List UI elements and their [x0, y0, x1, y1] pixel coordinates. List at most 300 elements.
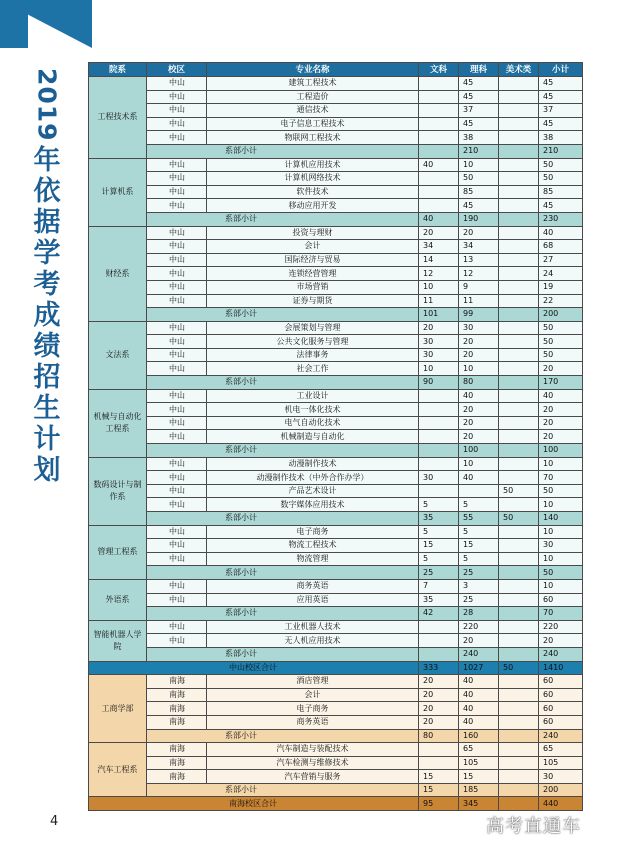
- liberal-arts-cell: [419, 90, 459, 104]
- liberal-arts-cell: 40: [419, 158, 459, 172]
- major-cell: 汽车检测与维修技术: [207, 756, 419, 770]
- science-cell: 38: [459, 131, 499, 145]
- title-char: 成: [33, 299, 61, 331]
- department-subtotal-row: [89, 444, 583, 458]
- department-cell: 管理工程系: [89, 525, 147, 579]
- science-cell: 20: [459, 430, 499, 444]
- department-subtotal-row: [89, 512, 583, 526]
- subtotal-label: 系部小计: [147, 783, 419, 797]
- title-char: 生: [33, 392, 61, 424]
- fine-arts-cell: [499, 172, 539, 186]
- campus-cell: 中山: [147, 634, 207, 648]
- department-subtotal-row: [89, 566, 583, 580]
- fine-arts-cell: [499, 294, 539, 308]
- major-cell: 动漫制作技术: [207, 457, 419, 471]
- liberal-arts-cell: 20: [419, 321, 459, 335]
- major-cell: 会计: [207, 240, 419, 254]
- subtotal-cell: 10: [539, 457, 583, 471]
- table-row: [89, 321, 583, 335]
- major-cell: 电子信息工程技术: [207, 117, 419, 131]
- campus-cell: 南海: [147, 702, 207, 716]
- campus-cell: 中山: [147, 416, 207, 430]
- table-row: [89, 484, 583, 498]
- campus-cell: 中山: [147, 185, 207, 199]
- science-cell: 13: [459, 253, 499, 267]
- title-char: 考: [33, 268, 61, 300]
- subtotal-cell: 70: [539, 471, 583, 485]
- subtotal-cell: 45: [539, 117, 583, 131]
- table-row: [89, 539, 583, 553]
- major-cell: 数字媒体应用技术: [207, 498, 419, 512]
- subtotal-fine-arts: [499, 444, 539, 458]
- major-cell: 通信技术: [207, 104, 419, 118]
- liberal-arts-cell: [419, 403, 459, 417]
- table-row: [89, 280, 583, 294]
- table-row: [89, 253, 583, 267]
- subtotal-cell: 50: [539, 172, 583, 186]
- major-cell: 工业机器人技术: [207, 620, 419, 634]
- subtotal-cell: 220: [539, 620, 583, 634]
- liberal-arts-cell: 30: [419, 348, 459, 362]
- subtotal-fine-arts: [499, 144, 539, 158]
- subtotal-cell: 20: [539, 416, 583, 430]
- campus-cell: 中山: [147, 172, 207, 186]
- fine-arts-cell: [499, 457, 539, 471]
- table-body: [89, 77, 583, 811]
- header-campus: 校区: [147, 63, 207, 77]
- subtotal-fine-arts: [499, 729, 539, 743]
- subtotal-label: 系部小计: [147, 647, 419, 661]
- table-row: [89, 675, 583, 689]
- subtotal-cell: 50: [539, 484, 583, 498]
- department-cell: 汽车工程系: [89, 743, 147, 797]
- major-cell: 无人机应用技术: [207, 634, 419, 648]
- subtotal-liberal-arts: 101: [419, 308, 459, 322]
- table-row: [89, 362, 583, 376]
- subtotal-total: 200: [539, 308, 583, 322]
- department-cell: 工商学部: [89, 675, 147, 743]
- major-cell: 产品艺术设计: [207, 484, 419, 498]
- title-char: 年: [33, 144, 61, 176]
- fine-arts-cell: [499, 593, 539, 607]
- table-row: [89, 471, 583, 485]
- campus-cell: 中山: [147, 552, 207, 566]
- table-row: [89, 226, 583, 240]
- campus-cell: 中山: [147, 240, 207, 254]
- subtotal-total: 240: [539, 729, 583, 743]
- science-cell: 34: [459, 240, 499, 254]
- liberal-arts-cell: 35: [419, 593, 459, 607]
- campus-cell: 中山: [147, 579, 207, 593]
- table-row: [89, 90, 583, 104]
- subtotal-cell: 45: [539, 199, 583, 213]
- fine-arts-cell: [499, 579, 539, 593]
- liberal-arts-cell: 30: [419, 471, 459, 485]
- subtotal-science: 99: [459, 308, 499, 322]
- science-cell: 45: [459, 199, 499, 213]
- campus-cell: 中山: [147, 457, 207, 471]
- fine-arts-cell: [499, 90, 539, 104]
- subtotal-cell: 65: [539, 743, 583, 757]
- campus-cell: 中山: [147, 280, 207, 294]
- department-cell: 计算机系: [89, 158, 147, 226]
- major-cell: 工程造价: [207, 90, 419, 104]
- liberal-arts-cell: [419, 131, 459, 145]
- header-subtotal: 小计: [539, 63, 583, 77]
- header-fine-arts: 美术类: [499, 63, 539, 77]
- table-row: [89, 117, 583, 131]
- science-cell: 20: [459, 403, 499, 417]
- science-cell: 20: [459, 348, 499, 362]
- campus-cell: 中山: [147, 104, 207, 118]
- enrollment-plan-table: [88, 62, 583, 811]
- fine-arts-cell: 50: [499, 484, 539, 498]
- fine-arts-cell: [499, 430, 539, 444]
- enrollment-plan-table-wrapper: [88, 62, 582, 811]
- subtotal-science: 55: [459, 512, 499, 526]
- subtotal-total: 70: [539, 607, 583, 621]
- total-fine-arts: 50: [499, 661, 539, 675]
- table-row: [89, 593, 583, 607]
- total-liberal-arts: 95: [419, 797, 459, 811]
- science-cell: 65: [459, 743, 499, 757]
- fine-arts-cell: [499, 620, 539, 634]
- subtotal-cell: 50: [539, 321, 583, 335]
- fine-arts-cell: [499, 267, 539, 281]
- department-subtotal-row: [89, 607, 583, 621]
- campus-cell: 中山: [147, 321, 207, 335]
- fine-arts-cell: [499, 240, 539, 254]
- liberal-arts-cell: 12: [419, 267, 459, 281]
- science-cell: 5: [459, 525, 499, 539]
- total-sum: 440: [539, 797, 583, 811]
- science-cell: 45: [459, 77, 499, 91]
- campus-total-label: 南海校区合计: [89, 797, 419, 811]
- title-char: 划: [33, 454, 61, 486]
- liberal-arts-cell: 15: [419, 539, 459, 553]
- liberal-arts-cell: [419, 457, 459, 471]
- liberal-arts-cell: [419, 743, 459, 757]
- liberal-arts-cell: 5: [419, 525, 459, 539]
- table-row: [89, 104, 583, 118]
- subtotal-liberal-arts: 35: [419, 512, 459, 526]
- subtotal-label: 系部小计: [147, 512, 419, 526]
- total-science: 1027: [459, 661, 499, 675]
- liberal-arts-cell: 20: [419, 715, 459, 729]
- campus-cell: 中山: [147, 525, 207, 539]
- subtotal-total: 100: [539, 444, 583, 458]
- liberal-arts-cell: [419, 172, 459, 186]
- liberal-arts-cell: 5: [419, 552, 459, 566]
- subtotal-cell: 60: [539, 675, 583, 689]
- subtotal-cell: 50: [539, 348, 583, 362]
- fine-arts-cell: [499, 634, 539, 648]
- liberal-arts-cell: [419, 634, 459, 648]
- subtotal-cell: 10: [539, 579, 583, 593]
- science-cell: 25: [459, 593, 499, 607]
- campus-cell: 南海: [147, 675, 207, 689]
- table-row: [89, 620, 583, 634]
- table-row: [89, 525, 583, 539]
- major-cell: 公共文化服务与管理: [207, 335, 419, 349]
- science-cell: 15: [459, 539, 499, 553]
- fine-arts-cell: [499, 199, 539, 213]
- table-row: [89, 199, 583, 213]
- campus-cell: 中山: [147, 335, 207, 349]
- subtotal-cell: 40: [539, 226, 583, 240]
- campus-cell: 中山: [147, 253, 207, 267]
- campus-cell: 中山: [147, 389, 207, 403]
- table-row: [89, 185, 583, 199]
- liberal-arts-cell: 5: [419, 498, 459, 512]
- subtotal-label: 系部小计: [147, 212, 419, 226]
- campus-cell: 中山: [147, 471, 207, 485]
- fine-arts-cell: [499, 688, 539, 702]
- table-row: [89, 579, 583, 593]
- table-row: [89, 403, 583, 417]
- liberal-arts-cell: 20: [419, 688, 459, 702]
- liberal-arts-cell: 11: [419, 294, 459, 308]
- campus-cell: 中山: [147, 77, 207, 91]
- subtotal-liberal-arts: 25: [419, 566, 459, 580]
- science-cell: 10: [459, 362, 499, 376]
- liberal-arts-cell: [419, 756, 459, 770]
- science-cell: 15: [459, 770, 499, 784]
- science-cell: 220: [459, 620, 499, 634]
- major-cell: 商务英语: [207, 579, 419, 593]
- science-cell: 20: [459, 335, 499, 349]
- subtotal-liberal-arts: [419, 444, 459, 458]
- title-char: 招: [33, 361, 61, 393]
- subtotal-label: 系部小计: [147, 444, 419, 458]
- major-cell: 物流工程技术: [207, 539, 419, 553]
- total-sum: 1410: [539, 661, 583, 675]
- fine-arts-cell: [499, 362, 539, 376]
- subtotal-cell: 50: [539, 158, 583, 172]
- fine-arts-cell: [499, 756, 539, 770]
- fine-arts-cell: [499, 770, 539, 784]
- major-cell: 连锁经营管理: [207, 267, 419, 281]
- table-row: [89, 335, 583, 349]
- major-cell: 证券与期货: [207, 294, 419, 308]
- nanhai-campus-total-row: [89, 797, 583, 811]
- fine-arts-cell: [499, 158, 539, 172]
- subtotal-label: 系部小计: [147, 144, 419, 158]
- table-row: [89, 457, 583, 471]
- liberal-arts-cell: [419, 199, 459, 213]
- science-cell: 45: [459, 90, 499, 104]
- liberal-arts-cell: [419, 430, 459, 444]
- fine-arts-cell: [499, 552, 539, 566]
- campus-total-label: 中山校区合计: [89, 661, 419, 675]
- science-cell: 10: [459, 457, 499, 471]
- total-fine-arts: [499, 797, 539, 811]
- science-cell: 20: [459, 226, 499, 240]
- major-cell: 计算机应用技术: [207, 158, 419, 172]
- subtotal-fine-arts: [499, 647, 539, 661]
- science-cell: 20: [459, 416, 499, 430]
- total-liberal-arts: 333: [419, 661, 459, 675]
- table-row: [89, 770, 583, 784]
- major-cell: 移动应用开发: [207, 199, 419, 213]
- campus-cell: 中山: [147, 403, 207, 417]
- major-cell: 酒店管理: [207, 675, 419, 689]
- liberal-arts-cell: 30: [419, 335, 459, 349]
- major-cell: 法律事务: [207, 348, 419, 362]
- table-header-row: [89, 63, 583, 77]
- department-cell: 文法系: [89, 321, 147, 389]
- subtotal-cell: 20: [539, 403, 583, 417]
- liberal-arts-cell: 20: [419, 226, 459, 240]
- campus-cell: 南海: [147, 770, 207, 784]
- fine-arts-cell: [499, 77, 539, 91]
- table-row: [89, 77, 583, 91]
- subtotal-cell: 20: [539, 362, 583, 376]
- fine-arts-cell: [499, 675, 539, 689]
- table-row: [89, 240, 583, 254]
- subtotal-fine-arts: [499, 607, 539, 621]
- fine-arts-cell: [499, 403, 539, 417]
- campus-cell: 南海: [147, 688, 207, 702]
- subtotal-liberal-arts: [419, 144, 459, 158]
- fine-arts-cell: [499, 104, 539, 118]
- subtotal-cell: 19: [539, 280, 583, 294]
- subtotal-cell: 22: [539, 294, 583, 308]
- table-row: [89, 267, 583, 281]
- subtotal-liberal-arts: 15: [419, 783, 459, 797]
- major-cell: 汽车营销与服务: [207, 770, 419, 784]
- major-cell: 市场营销: [207, 280, 419, 294]
- major-cell: 建筑工程技术: [207, 77, 419, 91]
- subtotal-total: 200: [539, 783, 583, 797]
- department-cell: 财经系: [89, 226, 147, 321]
- science-cell: 11: [459, 294, 499, 308]
- fine-arts-cell: [499, 702, 539, 716]
- title-char: 计: [33, 423, 61, 455]
- liberal-arts-cell: [419, 185, 459, 199]
- subtotal-liberal-arts: [419, 647, 459, 661]
- subtotal-science: 190: [459, 212, 499, 226]
- science-cell: 12: [459, 267, 499, 281]
- subtotal-cell: 45: [539, 90, 583, 104]
- major-cell: 物流管理: [207, 552, 419, 566]
- subtotal-cell: 37: [539, 104, 583, 118]
- major-cell: 社会工作: [207, 362, 419, 376]
- liberal-arts-cell: 7: [419, 579, 459, 593]
- major-cell: 动漫制作技术（中外合作办学）: [207, 471, 419, 485]
- table-row: [89, 348, 583, 362]
- major-cell: 电气自动化技术: [207, 416, 419, 430]
- fine-arts-cell: [499, 715, 539, 729]
- campus-cell: 中山: [147, 593, 207, 607]
- table-row: [89, 688, 583, 702]
- subtotal-cell: 24: [539, 267, 583, 281]
- fine-arts-cell: [499, 743, 539, 757]
- header-major: 专业名称: [207, 63, 419, 77]
- campus-cell: 南海: [147, 715, 207, 729]
- fine-arts-cell: [499, 185, 539, 199]
- science-cell: 37: [459, 104, 499, 118]
- department-cell: 机械与自动化工程系: [89, 389, 147, 457]
- subtotal-total: 240: [539, 647, 583, 661]
- major-cell: 商务英语: [207, 715, 419, 729]
- campus-cell: 中山: [147, 199, 207, 213]
- table-row: [89, 416, 583, 430]
- subtotal-label: 系部小计: [147, 607, 419, 621]
- major-cell: 汽车制造与装配技术: [207, 743, 419, 757]
- department-cell: 工程技术系: [89, 77, 147, 159]
- science-cell: 5: [459, 552, 499, 566]
- campus-cell: 南海: [147, 743, 207, 757]
- department-subtotal-row: [89, 783, 583, 797]
- campus-cell: 中山: [147, 226, 207, 240]
- subtotal-cell: 60: [539, 715, 583, 729]
- major-cell: 投资与理财: [207, 226, 419, 240]
- fine-arts-cell: [499, 498, 539, 512]
- subtotal-fine-arts: [499, 212, 539, 226]
- header-science: 理科: [459, 63, 499, 77]
- science-cell: 30: [459, 321, 499, 335]
- subtotal-liberal-arts: 90: [419, 376, 459, 390]
- liberal-arts-cell: 10: [419, 362, 459, 376]
- table-row: [89, 498, 583, 512]
- subtotal-cell: 60: [539, 688, 583, 702]
- fine-arts-cell: [499, 280, 539, 294]
- science-cell: [459, 484, 499, 498]
- table-row: [89, 702, 583, 716]
- major-cell: 应用英语: [207, 593, 419, 607]
- subtotal-fine-arts: [499, 376, 539, 390]
- subtotal-liberal-arts: 80: [419, 729, 459, 743]
- fine-arts-cell: [499, 471, 539, 485]
- major-cell: 会展策划与管理: [207, 321, 419, 335]
- major-cell: 机电一体化技术: [207, 403, 419, 417]
- subtotal-cell: 30: [539, 770, 583, 784]
- table-row: [89, 743, 583, 757]
- liberal-arts-cell: [419, 416, 459, 430]
- subtotal-cell: 45: [539, 77, 583, 91]
- campus-cell: 中山: [147, 498, 207, 512]
- fine-arts-cell: [499, 389, 539, 403]
- fine-arts-cell: [499, 416, 539, 430]
- subtotal-science: 25: [459, 566, 499, 580]
- liberal-arts-cell: [419, 77, 459, 91]
- subtotal-fine-arts: [499, 566, 539, 580]
- fine-arts-cell: [499, 348, 539, 362]
- subtotal-cell: 20: [539, 634, 583, 648]
- science-cell: 105: [459, 756, 499, 770]
- science-cell: 40: [459, 702, 499, 716]
- campus-cell: 中山: [147, 131, 207, 145]
- science-cell: 20: [459, 634, 499, 648]
- department-subtotal-row: [89, 144, 583, 158]
- major-cell: 物联网工程技术: [207, 131, 419, 145]
- subtotal-liberal-arts: 40: [419, 212, 459, 226]
- subtotal-label: 系部小计: [147, 566, 419, 580]
- campus-cell: 中山: [147, 620, 207, 634]
- campus-cell: 中山: [147, 90, 207, 104]
- subtotal-label: 系部小计: [147, 376, 419, 390]
- fine-arts-cell: [499, 117, 539, 131]
- subtotal-science: 210: [459, 144, 499, 158]
- subtotal-fine-arts: 50: [499, 512, 539, 526]
- department-subtotal-row: [89, 308, 583, 322]
- department-subtotal-row: [89, 376, 583, 390]
- liberal-arts-cell: 15: [419, 770, 459, 784]
- liberal-arts-cell: [419, 484, 459, 498]
- subtotal-cell: 60: [539, 593, 583, 607]
- liberal-arts-cell: 34: [419, 240, 459, 254]
